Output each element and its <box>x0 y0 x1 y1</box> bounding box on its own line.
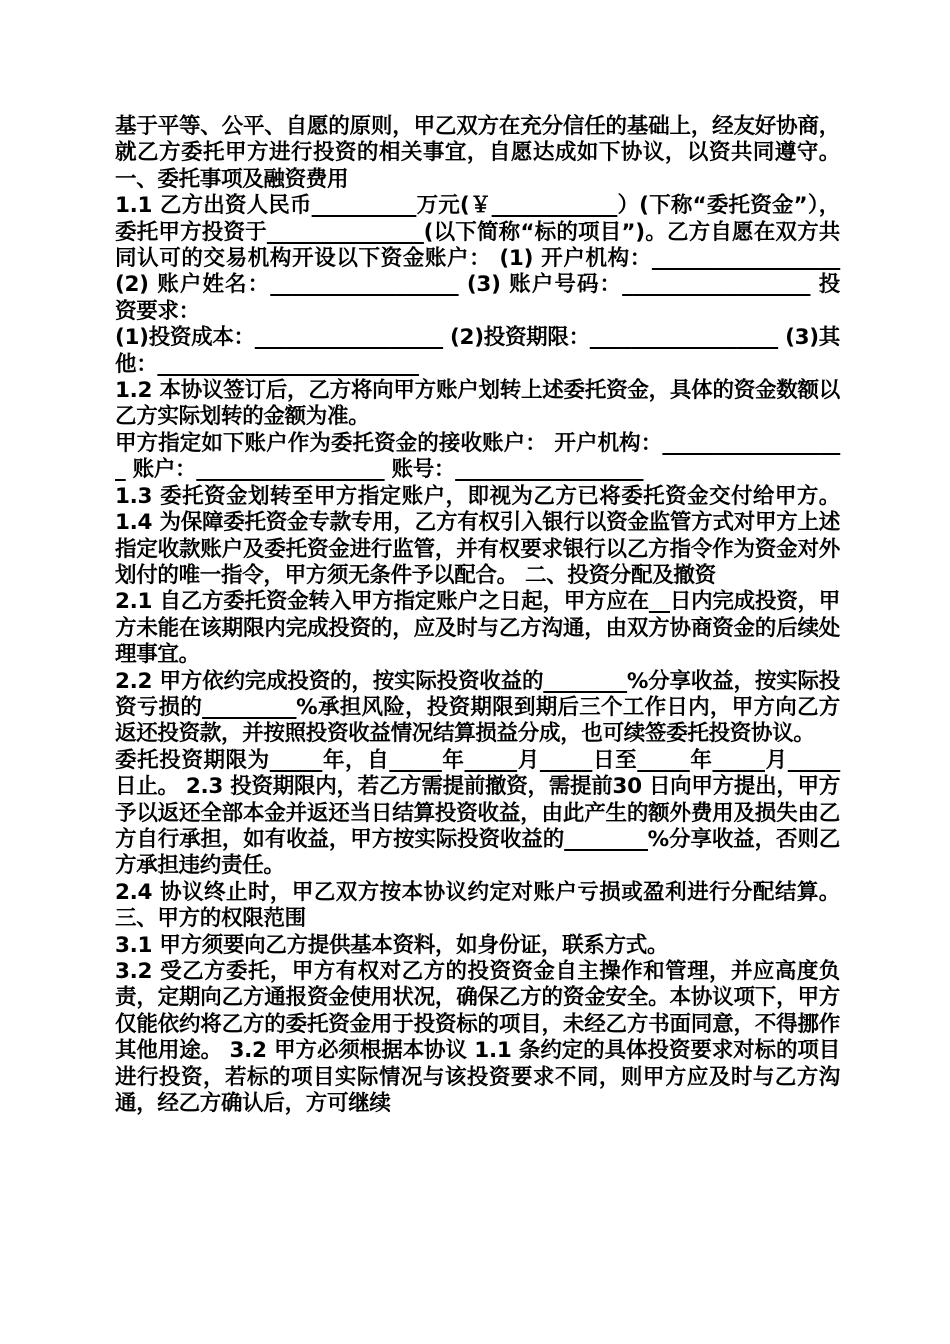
paragraph-clause-2-4: 2.4 协议终止时，甲乙双方按本协议约定对账户亏损或盈利进行分配结算。 三、甲方的权限范围 <box>115 879 840 932</box>
paragraph-clause-1-3-1-4: 1.3 委托资金划转至甲方指定账户，即视为乙方已将委托资金交付给甲方。 1.4 为保障委托资金专款专用，乙方有权引入银行以资金监管方式对甲方上述指定收款账户及委托资金进行监管，并有权要求银行以乙方指令作为资金对外划付的唯一指令，甲方须无条件予以配合。 二、投资分配及撤资 <box>115 483 840 588</box>
paragraph-receiving-account: 甲方指定如下账户作为委托资金的接收账户： 开户机构：__________________ 账户：__________________ 账号：__________________ <box>115 430 840 483</box>
document-body <box>115 114 840 1117</box>
paragraph-term-clause-2-3: 委托投资期限为_____年，自_____年_____月_____日至_____年_____月_____日止。 2.3 投资期限内，若乙方需提前撤资，需提前30 日向甲方提出，甲方予以返还全部本金并返还当日结算投资收益，由此产生的额外费用及损失由乙方自行承担，如有收益，甲方按实际投资收益的________%分享收益，否则乙方承担违约责任。 <box>115 747 840 879</box>
paragraph-clause-1-2: 1.2 本协议签订后，乙方将向甲方账户划转上述委托资金，具体的资金数额以乙方实际划转的金额为准。 <box>115 378 840 430</box>
paragraph-clause-2-1: 2.1 自乙方委托资金转入甲方指定账户之日起，甲方应在__日内完成投资，甲方未能在该期限内完成投资的，应及时与乙方沟通，由双方协商资金的后续处理事宜。 <box>115 589 840 668</box>
paragraph-clause-3-1: 3.1 甲方须要向乙方提供基本资料，如身份证，联系方式。 <box>115 932 669 958</box>
paragraph-preamble: 基于平等、公平、自愿的原则，甲乙双方在充分信任的基础上，经友好协商，就乙方委托甲方进行投资的相关事宜，自愿达成如下协议，以资共同遵守。 一、委托事项及融资费用 <box>115 114 840 192</box>
paragraph-clause-1-1: 1.1 乙方出资人民币__________万元(￥____________）(下称“委托资金”），委托甲方投资于_______________(以下简称“标的项目”)。乙方自愿在双方共同认可的交易机构开设以下资金账户： (1) 开户机构：__________________ (2) 账户姓名：__________________ (3) 账户号码：__________________ 投资要求： <box>115 193 840 324</box>
paragraph-clause-2-2: 2.2 甲方依约完成投资的，按实际投资收益的________%分享收益，按实际投资亏损的_________%承担风险，投资期限到期后三个工作日内，甲方向乙方返还投资款，并按照投资收益情况结算损益分成，也可续签委托投资协议。 <box>115 668 840 747</box>
paragraph-investment-requirements: (1)投资成本：__________________ (2)投资期限：__________________ (3)其他：_________________________ <box>115 325 840 377</box>
paragraph-clause-3-2: 3.2 受乙方委托，甲方有权对乙方的投资资金自主操作和管理，并应高度负责，定期向乙方通报资金使用状况，确保乙方的资金安全。本协议项下，甲方仅能依约将乙方的委托资金用于投资标的项目，未经乙方书面同意，不得挪作其他用途。 3.2 甲方必须根据本协议 1.1 条约定的具体投资要求对标的项目进行投资，若标的项目实际情况与该投资要求不同，则甲方应及时与乙方沟通，经乙方确认后，方可继续 <box>115 959 840 1117</box>
